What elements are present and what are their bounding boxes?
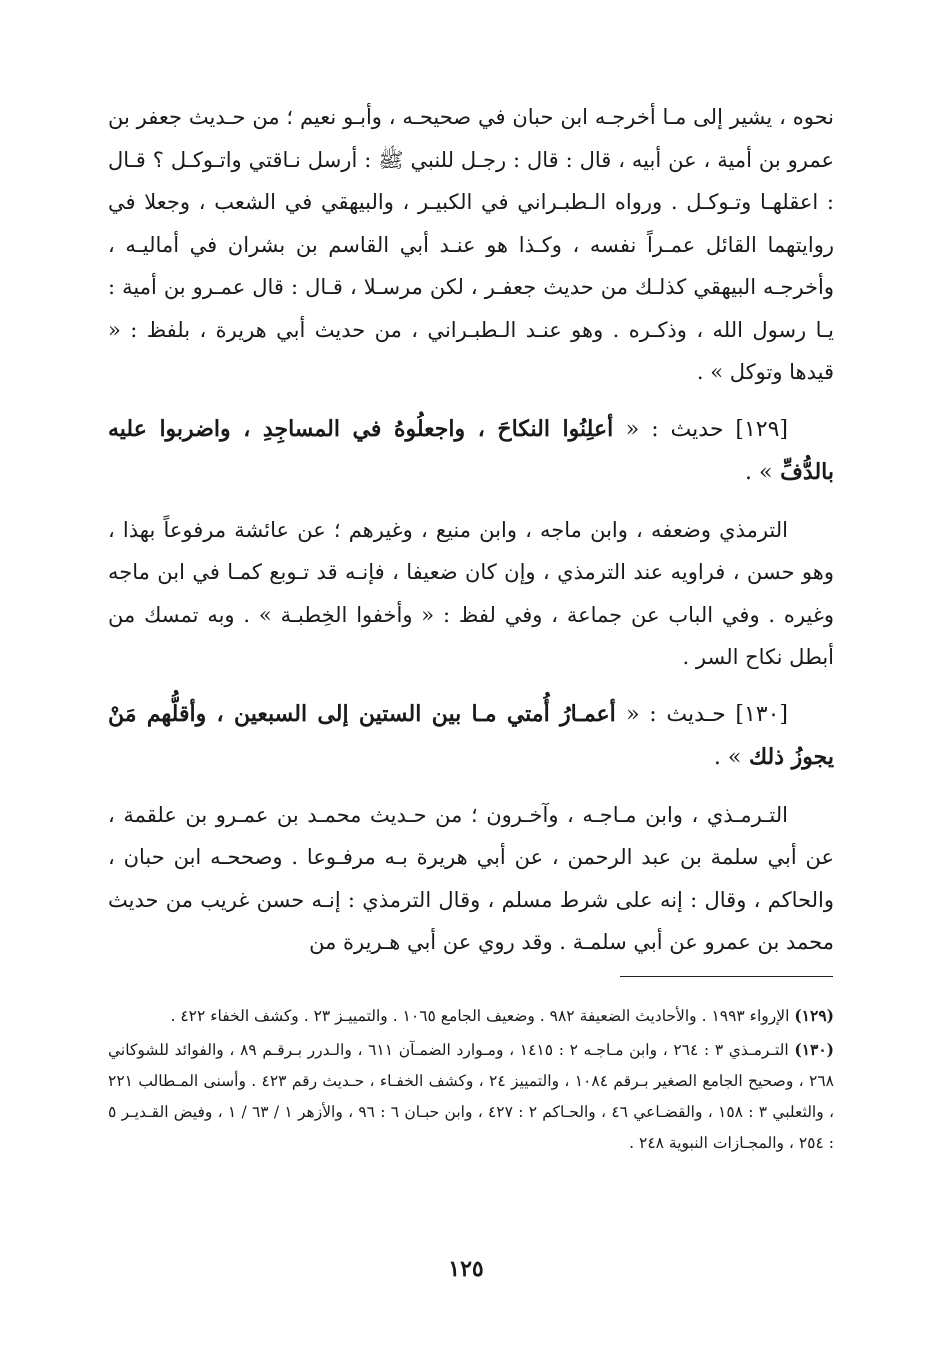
hadith-129-text: أعلِنُوا النكاحَ ، واجعلُوهُ في المساجِدِ ، واضربوا عليه بالدُّفِّ: [108, 415, 834, 485]
paragraph-1: نحوه ، يشير إلى مـا أخرجـه ابن حبان في صحيحـه ، وأبـو نعيم ؛ من حـديث جعفر بن عمرو بن أمية ، عن أبيه ، قال : قال : رجـل للنبي ﷺ : أرسل نـاقتي واتـوكـل ؟ قـال : اعقلهـا وتـوكـل . ورواه الـطبـراني في الكبيـر ، والبيهقي في الشعب ، وجعلا في روايتهما القائل عمـراً نفسه ، وكـذا هو عنـد أبي القاسم بن بشران في أماليـه ، وأخرجـه البيهقي كذلـك من حديث جعفـر ، لكن مرسـلا ، قـال : قال عمـرو بن أمية : يـا رسول الله ، وذكـره . وهو عنـد الـطبـراني ، من حديث أبي هريرة ، بلفظ : « قيدها وتوكل » .: [108, 105, 834, 384]
footnote-number: (١٢٩): [794, 1006, 834, 1025]
hadith-129-lead: [١٢٩] حديث : «: [625, 416, 788, 442]
hadith-130-close: » .: [713, 745, 742, 770]
footnote-129: [108, 1000, 834, 1032]
hadith-130-text: أعمـارُ أُمتي مـا بين الستين إلى السبعين ، وأقلُّهم مَنْ يجوزُ ذلك: [108, 700, 834, 770]
main-text: [108, 96, 834, 964]
hadith-129-heading: [108, 408, 834, 495]
page-number: ١٢٥: [448, 1256, 484, 1282]
footnote-text: التـرمـذي ٣ : ٢٦٤ ، وابن مـاجـه ٢ : ١٤١٥ ، ومـوارد الضمـآن ٦١١ ، والـدرر بـرقـم ٨٩ ، والفوائد للشوكاني ٢٦٨ ، وصحيح الجامع الصغير بـرقم ١٠٨٤ ، والتمييز ٢٤ ، وكشف الخفـاء ، حـديث رقم ٤٢٣ . وأسنى المـطالب ٢٢١ ، والثعلبي ٣ : ١٥٨ ، والقضـاعي ٤٦ ، والحـاكم ٢ : ٤٢٧ ، وابن حبـان ٦ : ٩٦ ، والأزهر ١ / ٦٣ / ١ ، وفيض القـديـر ٥ : ٢٥٤ ، والمجـازات النبوية ٢٤٨ .: [108, 1041, 834, 1152]
hadith-130-heading: [108, 693, 834, 780]
footnote-text: الإرواء ١٩٩٣ . والأحاديث الضعيفة ٩٨٢ . وضعيف الجامع ١٠٦٥ . والتمييـز ٢٣ . وكشف الخفاء ٤٢٢ .: [170, 1007, 790, 1025]
footnote-number: (١٣٠): [794, 1040, 835, 1059]
footnote-divider: [620, 976, 833, 977]
paragraph-3: التـرمـذي ، وابن مـاجـه ، وآخـرون ؛ من حـديث محمـد بن عمـرو بن علقمة ، عن أبي سلمة بن عبد الرحمن ، عن أبي هريرة بـه مرفـوعا . وصححـه ابن حبان ، والحاكم ، وقال : إنه على شرط مسلم ، وقال الترمذي : إنـه حسن غريب من حديث محمد بن عمرو عن أبي سلمـة . وقد روي عن أبي هـريرة من: [108, 802, 834, 954]
paragraph-2: الترمذي وضعفه ، وابن ماجه ، وابن منيع ، وغيرهم ؛ عن عائشة مرفوعاً بهذا ، وهو حسن ، فراويه عند الترمذي ، وإن كان ضعيفا ، فإنـه قد تـوبع كمـا في ابن ماجه وغيره . وفي الباب عن جماعة ، وفي لفظ : « وأخفوا الخِطبـة » . وبه تمسك من أبطل نكاح السر .: [108, 517, 834, 669]
hadith-129-close: » .: [744, 460, 773, 485]
footnotes: [108, 1000, 834, 1161]
footnote-130: [108, 1034, 834, 1159]
hadith-130-lead: [١٣٠] حـديث : «: [626, 701, 788, 727]
